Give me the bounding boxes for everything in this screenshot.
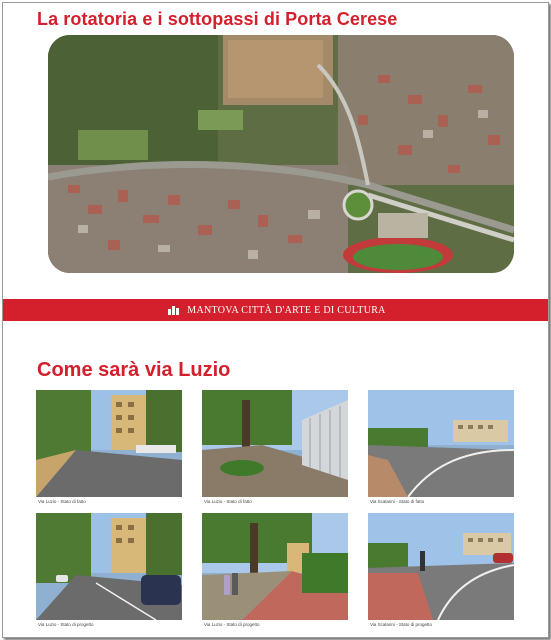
photo-via-scalarini-project [368,513,514,620]
photo-caption: Via Scalarini - Stato di fatto [370,499,425,504]
photo-via-luzio-project-2 [202,513,348,620]
photo-via-luzio-current-1 [36,390,182,497]
photo-via-scalarini-current [368,390,514,497]
city-logo-icon [167,305,181,316]
photo-via-luzio-project-1 [36,513,182,620]
section-title-porta-cerese: La rotatoria e i sottopassi di Porta Cerese [37,9,398,29]
page-frame [2,2,549,638]
photo-via-luzio-current-2 [202,390,348,497]
banner-bar [2,299,549,321]
photo-caption: Via Luzio - Stato di progetto [204,622,260,627]
banner-text: MANTOVA CITTÀ D'ARTE E DI CULTURA [187,304,386,316]
photo-caption: Via Luzio - Stato di fatto [38,499,86,504]
photo-caption: Via Luzio - Stato di fatto [204,499,252,504]
photo-caption: Via Scalarini - Stato di progetto [370,622,432,627]
aerial-view-image [48,35,514,273]
photo-caption: Via Luzio - Stato di progetto [38,622,94,627]
section-title-via-luzio: Come sarà via Luzio [37,359,231,381]
